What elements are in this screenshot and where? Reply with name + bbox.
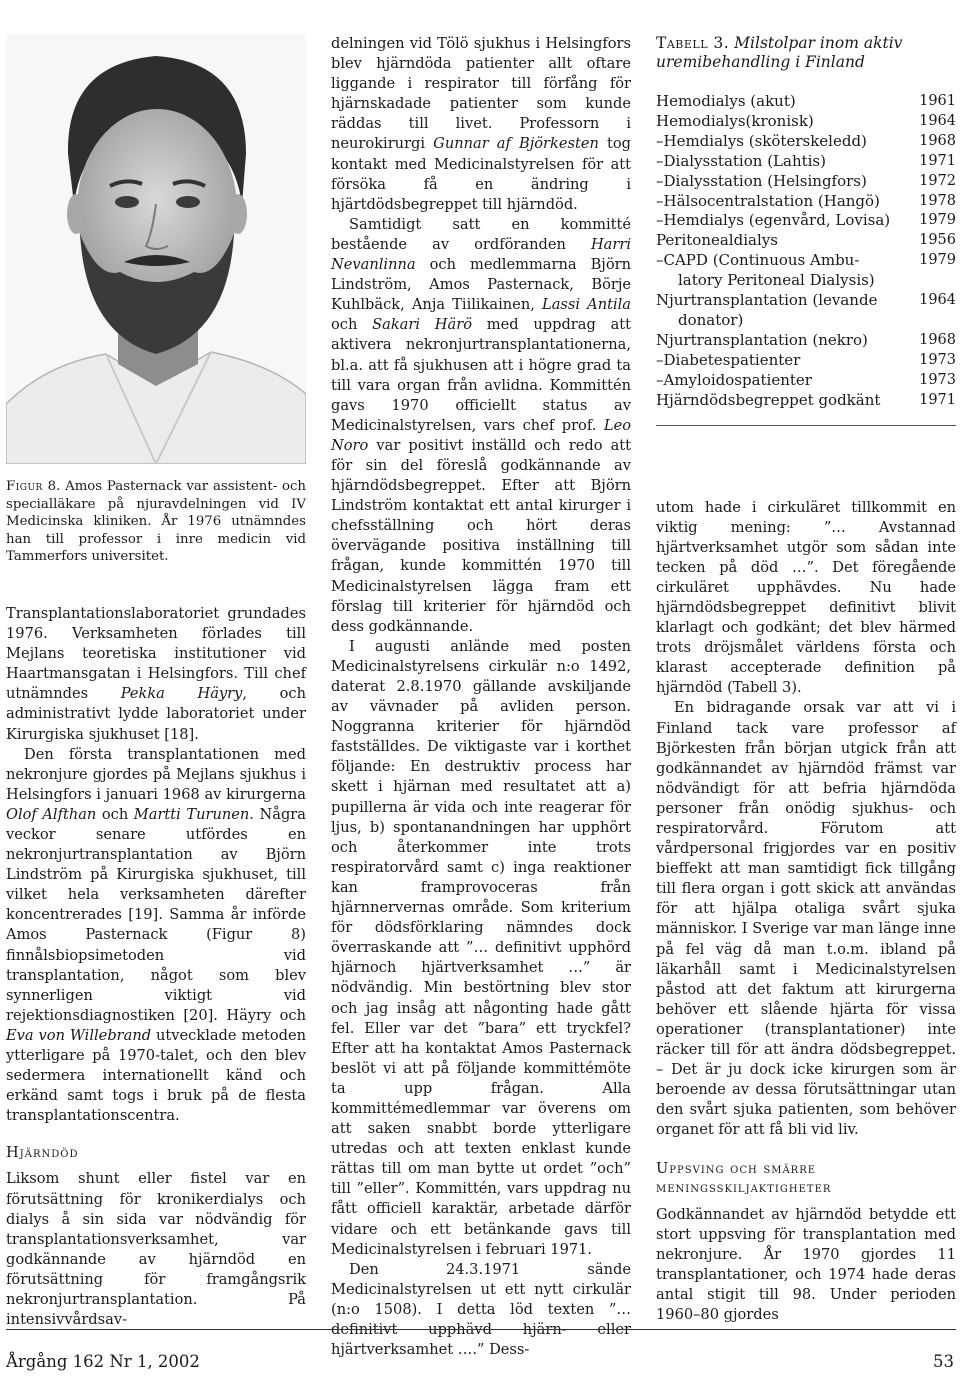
- table-row-year: 1968: [919, 331, 956, 348]
- table-row: [656, 251, 956, 271]
- section-heading-uppsving: [656, 1159, 956, 1197]
- table-row: [656, 211, 956, 231]
- table-row: [656, 371, 956, 391]
- column-left: [6, 34, 306, 1330]
- table-row: [656, 192, 956, 212]
- section-heading-hjarndod: Hjärndöd: [6, 1144, 79, 1162]
- table-row-year: 1971: [919, 152, 956, 169]
- text-run: Den 24.3.1971 sände Medicinalstyrelsen ut ett nytt cirkulär (n:o 1508). I detta löd texten ”… definitivt upphävd hjärn- eller hjärtverksamhet ….” Dess-: [331, 1260, 631, 1359]
- table-row-label: – Diabetespatienter: [656, 351, 800, 371]
- table-row-label: – Hemdialys (egenvård, Lovisa): [656, 211, 890, 231]
- table-row-label: – Dialysstation (Helsingfors): [656, 172, 867, 192]
- table-row-year: 1964: [919, 112, 956, 129]
- italic-text: Lassi Antila: [542, 296, 632, 314]
- text-run: Den första transplantationen med nekronjure gjordes på Mejlans sjukhus i Helsingfors i januari 1968 av kirurgerna: [6, 745, 306, 803]
- page-number: 53: [933, 1352, 954, 1371]
- paragraph: En bidragande orsak var att vi i Finland tack vare professor af Björkesten från början utgick från att godkännandet av hjärndöd främst var nödvändigt för att befria hjärndöda personer från onödig sjukhus- och respiratorvård. Förutom att vårdpersonal frigjordes var en positiv bieffekt att man samtidigt fick tillgång till flera organ i gott skick att användas för att hjälpa otaliga svårt sjuka människor. I Sverige var man länge inne på fel väg då man t.o.m. ibland på läkarhåll samt i Medicinalstyrelsen påstod att det faktum att kirurgerna behöver ett slående hjärta för vissa operationer (transplantationer) inte räcker till för att ändra dödsbegreppet. – Det är ju dock icke kirurgen som är beroende av dessa förutsättningar utan den svårt sjuka patienten, som behöver organet för att få bli vid liv.: [656, 699, 956, 1139]
- table-row: [656, 351, 956, 371]
- portrait-illustration: [6, 34, 306, 464]
- text-run: Samtidigt satt en kommitté bestående av ordföranden: [331, 215, 631, 253]
- portrait-photo: [6, 34, 306, 464]
- text-run: var positivt inställd och redo att för sin del föreslå godkännande av hjärndödsbegreppet. Efter att Björn Lindström kontaktat ett antal kirurger i chefsställning och hört deras övervägande positiva inställning till frågan, kunde kommittén 1970 till Medicinalstyrelsen lägga fram ett förslag till kriterier för hjärndöd och dess godkännande.: [331, 436, 631, 635]
- table-row-year: 1979: [919, 252, 956, 269]
- text-run: utvecklade metoden ytterligare på 1970-talet, och den blev sedermera internationellt känd och erkänd samt togs i bruk på de flesta transplantationscentra.: [6, 1026, 306, 1125]
- table-row-year: 1973: [919, 351, 956, 368]
- table-row: [656, 132, 956, 152]
- text-run: och: [96, 805, 134, 823]
- table-row-label: – Hemdialys (sköterskeledd): [656, 132, 867, 152]
- figure-caption: [6, 478, 306, 566]
- paragraph: [6, 745, 306, 1127]
- italic-text: Martti Turunen.: [133, 805, 254, 823]
- section-heading-uppsving-line2: meningsskiljaktigheter: [656, 1178, 832, 1196]
- table-row-year: 1961: [919, 93, 956, 109]
- table-rule: [656, 425, 956, 426]
- section-uppsving-body: [656, 1205, 956, 1326]
- table-row-label: Hemodialys (akut): [656, 92, 796, 110]
- paragraph: [331, 1260, 631, 1360]
- italic-text: Pekka Häyry: [120, 685, 243, 703]
- italic-text: Leo Noro: [331, 416, 631, 454]
- table-row-label: Peritonealdialys: [656, 231, 778, 250]
- table-row: [656, 112, 956, 132]
- column-left-body: [6, 604, 306, 1126]
- table-row-year: 1956: [919, 232, 956, 249]
- paragraph: utom hade i cirkuläret tillkommit en viktig mening: ”… Avstannad hjärtverksamhet utgör som sådan inte tecken på död …”. Det föregående cirkuläret upphävdes. Nu hade hjärndödsbegreppet definitivt blivit klarlagt och godkänt; det blev härmed trots dröjsmålet världens första och klarast accepterade definition på hjärndöd (Tabell 3).: [656, 498, 956, 697]
- table-row-year: 1972: [919, 172, 956, 189]
- table-row: [656, 92, 956, 112]
- table-row-year: 1968: [919, 132, 956, 149]
- table-row-year: 1973: [919, 371, 956, 388]
- paragraph: [331, 637, 631, 1260]
- text-run: Transplantationslaboratoriet grundades 1976. Verksamheten förlades till Mejlans teoretiska institutioner vid Haartmansgatan i Helsingfors. Till chef utnämndes: [6, 604, 306, 703]
- paragraph: Liksom shunt eller fistel var en förutsättning för kronikerdialys och dialys å sin sida var nödvändig för transplantationsverksamhet, var godkännande av hjärndöd en förutsättning för framgångsrik nekronjurtransplantation. På intensivvårdsav-: [6, 1170, 306, 1329]
- table-row: [656, 152, 956, 172]
- text-run: , och administrativt lydde laboratoriet under Kirurgiska sjukhuset [18].: [6, 685, 306, 743]
- table-row-label: Hjärndödsbegreppet godkänt: [656, 390, 881, 409]
- table-title-text: Milstolpar inom aktiv uremibehandling i Finland: [656, 34, 903, 71]
- footer-rule: [6, 1329, 956, 1330]
- section-hjarndod-body: [6, 1169, 306, 1330]
- table-row-continuation: donator): [678, 310, 744, 329]
- section-heading-uppsving-line1: Uppsving och smärre: [656, 1159, 817, 1177]
- column-middle: [331, 34, 631, 1360]
- italic-text: Harri Nevanlinna: [331, 235, 631, 274]
- text-run: och: [331, 316, 373, 334]
- italic-text: Sakari Härö: [372, 316, 472, 334]
- table-row-label: Njurtransplantation (levande: [656, 291, 878, 310]
- italic-text: Gunnar af Björkesten: [433, 135, 599, 153]
- milestone-table: [656, 92, 956, 411]
- table-row-label: – Dialysstation (Lahtis): [656, 152, 826, 172]
- table-row-label: – CAPD (Continuous Ambu-: [656, 251, 859, 271]
- table-row-year: 1979: [919, 212, 956, 229]
- italic-text: Olof Alfthan: [6, 805, 97, 823]
- column-right: [656, 34, 956, 1325]
- text-run: med uppdrag att aktivera nekronjurtransplantationerna, bl.a. att få sjukhusen att i högre grad ta till vara organ från avlidna. Kommittén gavs 1970 officiellt status av Medicinalstyrelsen, vars chef prof.: [331, 316, 632, 434]
- table-row-label: – Amyloidospatienter: [656, 371, 812, 391]
- table-label: Tabell 3.: [656, 34, 730, 52]
- text-run: och medlemmarna Björn Lindström, Amos Pasternack, Börje Kuhlbäck, Anja Tiilikainen,: [331, 256, 631, 314]
- table-row-year: 1964: [919, 292, 956, 309]
- text-run: I augusti anlände med posten Medicinalstyrelsens cirkulär n:o 1492, daterat 2.8.1970 gällande avskiljande av vävnader på avliden person. Noggranna kriterier för hjärndöd fastställdes. De viktigaste var i korthet följande: En destruktiv process har skett i hjärnan med resultatet att a) pupillerna är vida och inte reagerar för ljus, b) spontanandningen har upphört och återkommer inte trots respiratorvård samt c) inga reaktioner kan framprovoceras från hjärnnervernas område. Som kriterium för dödsförklaring nämndes dock överraskande att ”… definitivt upphörd hjärnoch hjärtverksamhet …” är nödvändig. Min bestörtning blev stor och jag insåg att någonting hade gått fel. Eller var det ”bara” ett tryckfel? Efter att ha kontaktat Amos Pasternack beslöt vi att på följande kommittémöte ta upp frågan. Alla kommittémedlemmar var överens om att saken snabbt borde ytterligare utredas och att texten enklast kunde rättas till om man bytte ut ordet ”och” till ”eller”. Kommittén, vars uppdrag nu fått officiell karaktär, arbetade därför vidare och ett betänkande gavs till Medicinalstyrelsen i februari 1971.: [331, 637, 631, 1258]
- paragraph: Godkännandet av hjärndöd betydde ett stort uppsving för transplantation med nekronjure. År 1970 gjordes 11 transplantationer, och 1974 hade deras antal stigit till 98. Under perioden 1960–80 gjordes: [656, 1205, 956, 1323]
- table-row: [656, 231, 956, 251]
- paragraph: [331, 34, 631, 215]
- paragraph: [331, 215, 631, 637]
- table-row-label: Hemodialys(kronisk): [656, 111, 814, 130]
- table-row: [656, 331, 956, 351]
- table-row: [656, 291, 956, 311]
- italic-text: Eva von Willebrand: [6, 1026, 152, 1044]
- figure-label: Figur: [6, 479, 43, 494]
- table-title: [656, 34, 956, 72]
- text-run: Några veckor senare utfördes en nekronjurtransplantation av Björn Lindström på Kirurgiska sjukhuset, till vilket hela verksamheten därefter koncentrerades [19]. Samma år införde Amos Pasternack (Figur 8) finnålsbiopsimetoden vid transplantation, något som blev synnerligen viktigt vid rejektionsdiagnostiken [20]. Häyry och: [6, 805, 306, 1024]
- table-row-continuation: latory Peritoneal Dialysis): [678, 271, 875, 290]
- footer-issue: Årgång 162 Nr 1, 2002: [6, 1352, 200, 1371]
- text-run: delningen vid Tölö sjukhus i Helsingfors blev hjärndöda patienter allt oftare liggande i respirator till förfång för hjärnskadade patienter som kunde räddas till livet. Professorn i neurokirurgi: [331, 35, 631, 153]
- table-row-label: – Hälsocentralstation (Hangö): [656, 192, 880, 212]
- table-row: [656, 391, 956, 411]
- table-row-label: Njurtransplantation (nekro): [656, 330, 868, 349]
- figure-caption-text: 8. Amos Pasternack var assistent- och specialläkare på njuravdelningen vid IV Medicinska kliniken. År 1976 utnämndes han till professor i inre medicin vid Tammerfors universitet.: [6, 479, 306, 565]
- column-right-body: [656, 498, 956, 1141]
- table-row-year: 1978: [919, 192, 956, 209]
- paragraph: [6, 604, 306, 745]
- table-row: [656, 172, 956, 192]
- table-row-year: 1971: [919, 391, 956, 408]
- text-run: tog kontakt med Medicinalstyrelsen för att försöka få en ändring i hjärtdödsbegreppet till hjärndöd.: [331, 135, 631, 213]
